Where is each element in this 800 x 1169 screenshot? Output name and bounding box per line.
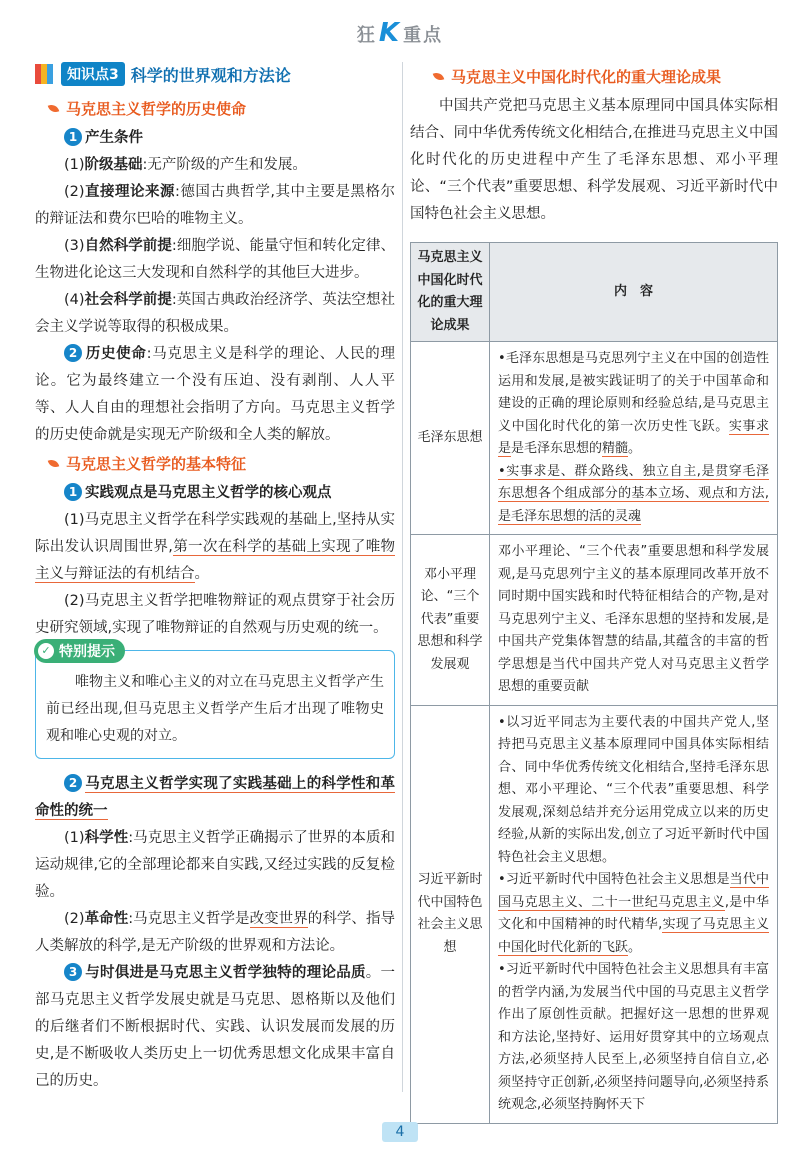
intro-paragraph: 中国共产党把马克思主义基本原理同中国具体实际相结合、同中华优秀传统文化相结合,在推进马克思主义中国化时代化的历史进程中产生了毛泽东思想、邓小平理论、“三个代表”重要思想、科学发展观、习近平新时代中国特色社会主义思想。 <box>410 98 778 222</box>
sub-heading: 1 实践观点是马克思主义哲学的核心观点 <box>35 480 395 507</box>
page-footer <box>0 1121 800 1142</box>
column-divider <box>402 62 403 1092</box>
leaf-icon <box>48 103 60 115</box>
number-badge: 3 <box>64 963 82 981</box>
table-header-row <box>411 243 778 342</box>
special-tip-box <box>35 644 395 759</box>
row-content: •毛泽东思想是马克思列宁主义在中国的创造性运用和发展,是被实践证明了的关于中国革命和建设的正确的理论原则和经验总结,是马克思主义中国化时代化的第一次历史性飞跃。实事求是是毛泽东思想的精髓。 •实事求是、群众路线、独立自主,是贯穿毛泽东思想各个组成部分的基本立场、观点和方法,是毛泽东思想的活的灵魂 <box>490 342 778 535</box>
paragraph: (2)直接理论来源:德国古典哲学,其中主要是黑格尔的辩证法和费尔巴哈的唯物主义。 <box>35 184 396 227</box>
knowledge-point-label: 知识点3 <box>61 62 125 86</box>
header-right: 重点 <box>403 25 444 46</box>
theory-table <box>410 242 778 1124</box>
leaf-icon <box>433 71 445 83</box>
knowledge-point-title <box>35 62 395 86</box>
table-row <box>411 705 778 1123</box>
tip-header: ✓ 特别提示 <box>34 639 125 663</box>
sub-heading: 2 马克思主义哲学实现了实践基础上的科学性和革命性的统一 <box>35 776 395 819</box>
table-row <box>411 342 778 535</box>
book-icon <box>35 64 57 84</box>
page-header <box>0 18 800 48</box>
paragraph: (3)自然科学前提:细胞学说、能量守恒和转化定律、生物进化论这三大发现和自然科学的其他巨大进步。 <box>35 238 395 281</box>
right-column <box>410 62 778 1124</box>
paragraph: (1)科学性:马克思主义哲学正确揭示了世界的本质和运动规律,它的全部理论都来自实践,又经过实践的反复检验。 <box>35 830 396 900</box>
page-number: 4 <box>382 1122 419 1142</box>
paragraph: (1)阶级基础:无产阶级的产生和发展。 <box>64 157 307 173</box>
section-heading: 马克思主义哲学的历史使命 <box>49 98 395 119</box>
table-row <box>411 535 778 706</box>
row-content: 邓小平理论、“三个代表”重要思想和科学发展观,是马克思列宁主义的基本原理同改革开放不同时期中国实践和时代特征相结合的产物,是对马克思列宁主义、毛泽东思想的坚持和发展,是中国共产党集体智慧的结晶,其蕴含的丰富的哲学思想是当代中国共产党人对马克思主义哲学思想的重要贡献 <box>490 535 778 706</box>
tip-text: 唯物主义和唯心主义的对立在马克思主义哲学产生前已经出现,但马克思主义哲学产生后才出现了唯物史观和唯心史观的对立。 <box>46 674 384 744</box>
row-label: 邓小平理论、“三个代表”重要思想和科学发展观 <box>411 535 490 706</box>
number-badge: 2 <box>64 774 82 792</box>
knowledge-point-text: 科学的世界观和方法论 <box>130 65 291 85</box>
header-k-logo: K <box>378 18 402 48</box>
section-heading: 马克思主义中国化时代化的重大理论成果 <box>434 66 778 87</box>
row-content: •以习近平同志为主要代表的中国共产党人,坚持把马克思主义基本原理同中国具体实际相结合、同中华优秀传统文化相结合,坚持毛泽东思想、邓小平理论、“三个代表”重要思想、科学发展观,深刻总结并充分运用党成立以来的历史经验,从新的实际出发,创立了习近平新时代中国特色社会主义思想。 •习近平新时代中国特色社会主义思想是当代中国马克思主义、二十一世纪马克思主义,是中华文化和中国精神的时代精华,实现了马克思主义中国化时代化新的飞跃。 •习近平新时代中国特色社会主义思想具有丰富的哲学内涵,为发展当代中国的马克思主义哲学作出了原创性贡献。把握好这一思想的世界观和方法论,坚持好、运用好贯穿其中的立场观点方法,必须坚持人民至上,必须坚持自信自立,必须坚持守正创新,必须坚持问题导向,必须坚持系统观念,必须坚持胸怀天下 <box>490 705 778 1123</box>
number-badge: 1 <box>64 128 82 146</box>
section-heading: 马克思主义哲学的基本特征 <box>49 453 395 474</box>
row-label: 习近平新时代中国特色社会主义思想 <box>411 705 490 1123</box>
header-left: 狂 <box>356 25 377 46</box>
paragraph: (2)革命性:马克思主义哲学是改变世界的科学、指导人类解放的科学,是无产阶级的世界观和方法论。 <box>35 911 396 954</box>
row-label: 毛泽东思想 <box>411 342 490 535</box>
paragraph: (2)马克思主义哲学把唯物辩证的观点贯穿于社会历史研究领域,实现了唯物辩证的自然观与历史观的统一。 <box>35 593 395 636</box>
number-badge: 1 <box>64 483 82 501</box>
table-header-cell: 马克思主义中国化时代化的重大理论成果 <box>411 243 490 342</box>
paragraph: 3 与时俱进是马克思主义哲学独特的理论品质。一部马克思主义哲学发展史就是马克思、恩格斯以及他们的后继者们不断根据时代、实践、认识发展而发展的历史,是不断吸收人类历史上一切优秀思想文化成果丰富自己的历史。 <box>35 965 396 1089</box>
number-badge: 2 <box>64 344 82 362</box>
paragraph: 2 历史使命:马克思主义是科学的理论、人民的理论。它为最终建立一个没有压迫、没有剥削、人人平等、人人自由的理想社会指明了方向。马克思主义哲学的历史使命就是实现无产阶级和全人类的解放。 <box>35 346 396 443</box>
paragraph: (1)马克思主义哲学在科学实践观的基础上,坚持从实际出发认识周围世界,第一次在科学的基础上实现了唯物主义与辩证法的有机结合。 <box>35 512 396 582</box>
sub-heading: 1 产生条件 <box>35 125 395 152</box>
tip-icon: ✓ <box>38 643 54 659</box>
left-column <box>35 62 395 1095</box>
paragraph: (4)社会科学前提:英国古典政治经济学、英法空想社会主义学说等取得的积极成果。 <box>35 292 395 335</box>
leaf-icon <box>48 458 60 470</box>
table-header-cell: 内 容 <box>490 243 778 342</box>
